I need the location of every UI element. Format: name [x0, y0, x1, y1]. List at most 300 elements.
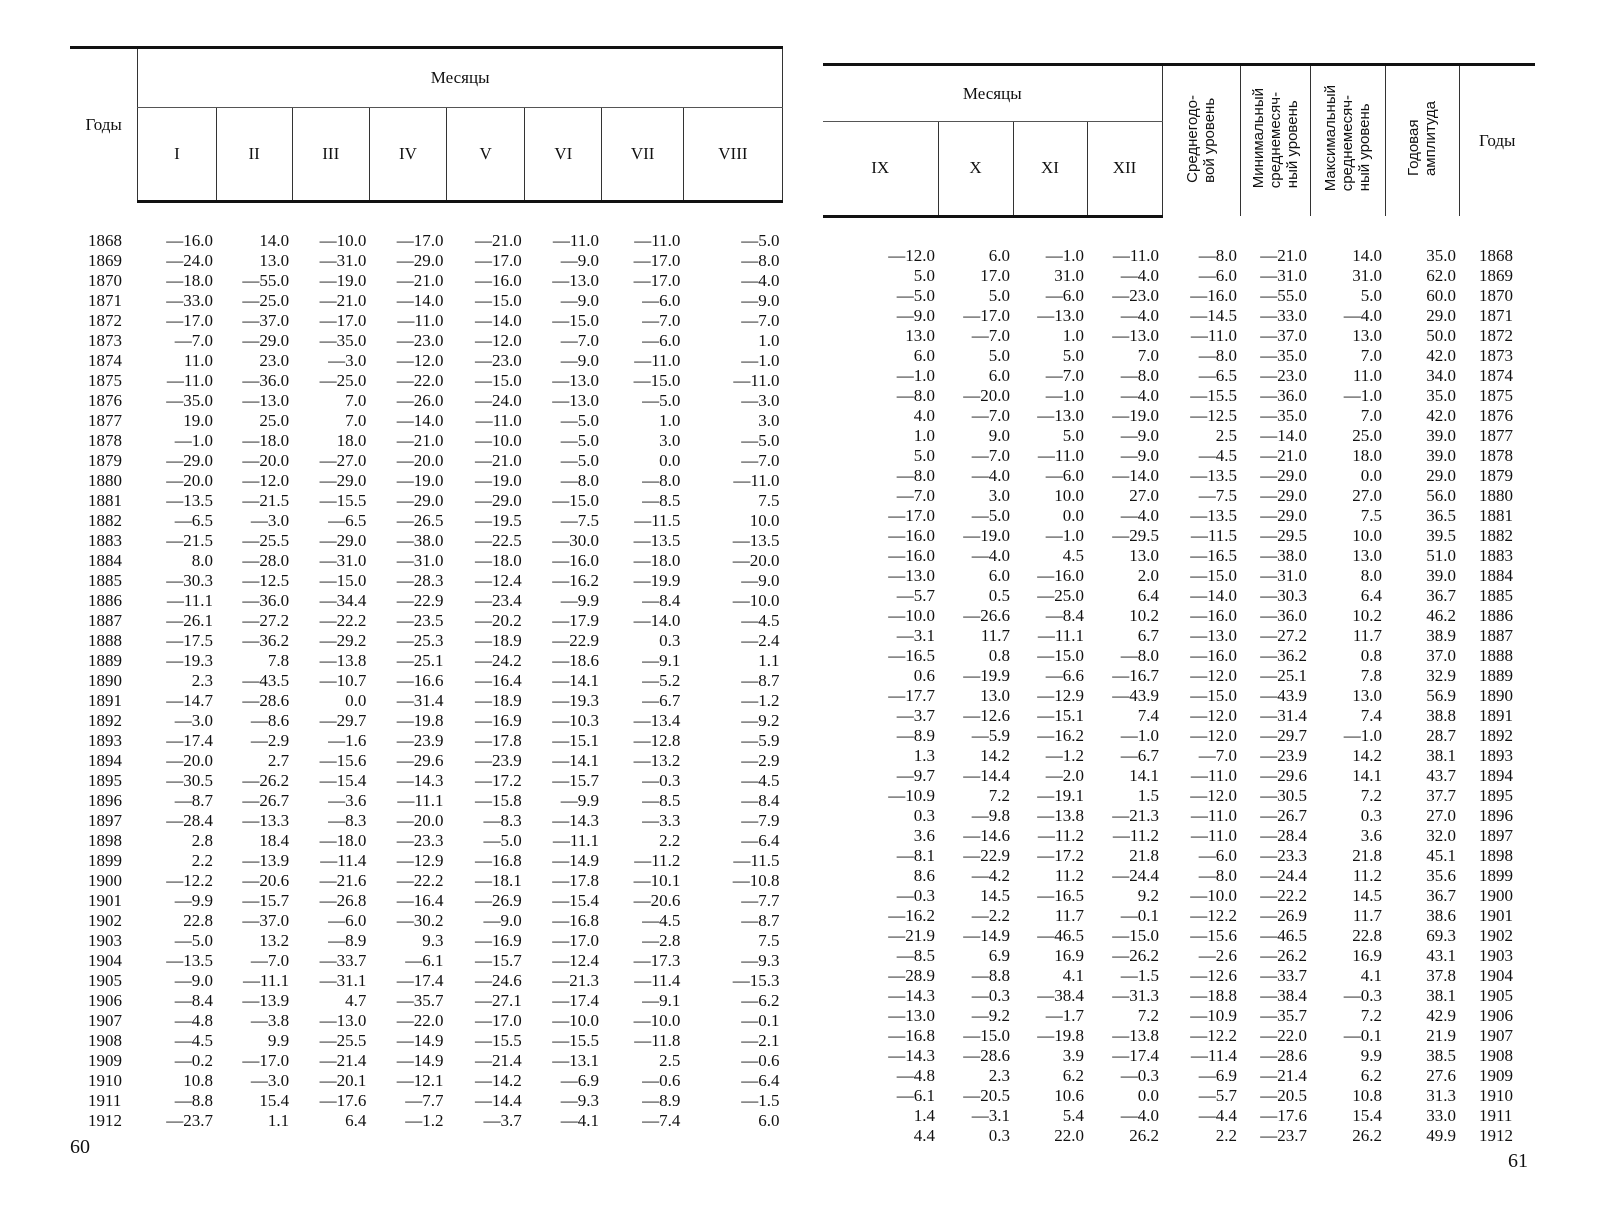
value-cell: —14.4: [963, 765, 1010, 785]
value-cell: 25.0: [259, 411, 290, 430]
value-cell: —1.2: [1045, 745, 1084, 765]
value-cell: —13.0: [1037, 305, 1084, 325]
value-cell: —11.4: [1190, 1045, 1237, 1065]
value-cell: 5.4: [1062, 1105, 1084, 1125]
value-cell: 26.2: [1352, 1125, 1382, 1145]
year-cell: 1880: [88, 471, 122, 490]
value-cell: 7.2: [988, 785, 1010, 805]
value-cell: —5.2: [642, 671, 681, 690]
value-cell: —3.8: [250, 1011, 290, 1030]
value-cell: —17.4: [396, 971, 444, 990]
value-cell: —9.1: [642, 991, 681, 1010]
value-cell: —16.0: [1190, 605, 1237, 625]
value-cell: 0.0: [1137, 1085, 1159, 1105]
table-row: [70, 431, 783, 451]
value-cell: —20.0: [732, 551, 780, 570]
value-cell: —14.2: [475, 1071, 522, 1090]
value-cell: —9.9: [560, 791, 599, 810]
value-cell: —12.0: [242, 471, 290, 490]
month-header: XII: [1087, 122, 1162, 216]
spacer-cell: [70, 202, 783, 232]
value-cell: —16.5: [1190, 545, 1237, 565]
value-cell: —43.9: [1112, 685, 1159, 705]
year-cell: 1909: [88, 1051, 122, 1070]
value-cell: —17.4: [552, 991, 599, 1010]
value-cell: —7.4: [642, 1111, 681, 1130]
value-cell: —8.5: [896, 945, 935, 965]
year-cell: 1869: [88, 251, 122, 270]
value-cell: —43.9: [1260, 685, 1307, 705]
table-row: [823, 1066, 1535, 1086]
value-cell: 11.2: [1352, 865, 1382, 885]
value-cell: 60.0: [1426, 285, 1456, 305]
value-cell: 2.0: [1137, 565, 1159, 585]
year-cell: 1898: [1479, 845, 1513, 865]
value-cell: —0.6: [642, 1071, 681, 1090]
value-cell: —11.5: [733, 851, 780, 870]
value-cell: —15.6: [1190, 925, 1237, 945]
year-cell: 1896: [88, 791, 122, 810]
month-header: VIII: [683, 108, 782, 202]
value-cell: —12.6: [963, 705, 1010, 725]
value-cell: —5.0: [741, 231, 780, 250]
months-group-header: Месяцы: [823, 65, 1162, 122]
value-cell: —10.0: [888, 605, 935, 625]
value-cell: 2.2: [659, 831, 681, 850]
value-cell: —31.4: [1260, 705, 1307, 725]
month-header: XI: [1013, 122, 1087, 216]
value-cell: —0.1: [741, 1011, 780, 1030]
value-cell: —3.0: [174, 711, 214, 730]
value-cell: 13.0: [1129, 545, 1159, 565]
value-cell: —17.6: [1260, 1105, 1307, 1125]
value-cell: —8.6: [250, 711, 290, 730]
value-cell: —13.2: [633, 751, 681, 770]
table-row: [70, 1071, 783, 1091]
value-cell: —12.0: [396, 351, 444, 370]
value-cell: —21.0: [1260, 245, 1307, 265]
value-cell: 7.8: [267, 651, 290, 670]
value-cell: —16.0: [166, 231, 214, 250]
value-cell: —35.0: [319, 331, 367, 350]
value-cell: 10.2: [1129, 605, 1159, 625]
value-cell: —14.6: [963, 825, 1010, 845]
value-cell: —15.0: [475, 291, 522, 310]
value-cell: 7.2: [1360, 785, 1382, 805]
value-cell: 2.5: [659, 1051, 681, 1070]
table-row: [70, 931, 783, 951]
table-row: [823, 926, 1535, 946]
value-cell: 1.0: [1062, 325, 1084, 345]
value-cell: 6.0: [988, 365, 1010, 385]
table-row: [70, 351, 783, 371]
year-cell: 1877: [1479, 425, 1513, 445]
value-cell: 11.7: [1054, 905, 1084, 925]
value-cell: 7.0: [345, 411, 367, 430]
value-cell: 5.0: [913, 445, 935, 465]
value-cell: —23.5: [396, 611, 444, 630]
value-cell: 18.4: [259, 831, 290, 850]
value-cell: —29.0: [1260, 465, 1307, 485]
year-cell: 1885: [88, 571, 122, 590]
value-cell: —6.0: [328, 911, 367, 930]
value-cell: 4.0: [913, 405, 935, 425]
value-cell: —16.2: [888, 905, 935, 925]
value-cell: 7.5: [758, 931, 780, 950]
value-cell: —46.5: [1260, 925, 1307, 945]
value-cell: 5.0: [1062, 425, 1084, 445]
value-cell: —10.8: [732, 871, 780, 890]
table-row: [70, 791, 783, 811]
value-cell: —8.1: [896, 845, 935, 865]
value-cell: —8.7: [174, 791, 214, 810]
value-cell: —14.1: [552, 751, 599, 770]
value-cell: 2.3: [988, 1065, 1010, 1085]
value-cell: 1.0: [659, 411, 681, 430]
year-cell: 1879: [1479, 465, 1513, 485]
value-cell: —31.3: [1112, 985, 1159, 1005]
value-cell: —26.2: [242, 771, 290, 790]
value-cell: —8.9: [642, 1091, 681, 1110]
value-cell: —7.0: [560, 331, 599, 350]
value-cell: —11.5: [634, 511, 681, 530]
value-cell: —23.9: [475, 751, 522, 770]
table-row: [823, 306, 1535, 326]
value-cell: 10.8: [183, 1071, 214, 1090]
value-cell: 5.0: [1062, 345, 1084, 365]
value-cell: —33.0: [1260, 305, 1307, 325]
value-cell: 4.7: [345, 991, 367, 1010]
value-cell: 16.9: [1054, 945, 1084, 965]
value-cell: —21.4: [319, 1051, 367, 1070]
value-cell: 21.8: [1129, 845, 1159, 865]
table-row: [70, 1111, 783, 1131]
value-cell: 6.2: [1062, 1065, 1084, 1085]
value-cell: 13.2: [259, 931, 290, 950]
month-header: I: [138, 108, 216, 202]
value-cell: 8.6: [913, 865, 935, 885]
value-cell: 0.3: [1360, 805, 1382, 825]
value-cell: —9.9: [560, 591, 599, 610]
value-cell: —8.8: [971, 965, 1010, 985]
value-cell: 9.9: [1360, 1045, 1382, 1065]
value-cell: —28.9: [888, 965, 935, 985]
value-cell: —15.8: [475, 791, 522, 810]
value-cell: —16.5: [888, 645, 935, 665]
value-cell: —16.8: [888, 1025, 935, 1045]
value-cell: —8.3: [328, 811, 367, 830]
year-cell: 1911: [1479, 1105, 1513, 1125]
value-cell: —26.2: [1260, 945, 1307, 965]
month-header: V: [447, 108, 525, 202]
value-cell: —27.2: [1260, 625, 1307, 645]
value-cell: —9.2: [741, 711, 780, 730]
value-cell: —19.0: [963, 525, 1010, 545]
value-cell: —16.5: [1037, 885, 1084, 905]
value-cell: —6.5: [328, 511, 367, 530]
value-cell: —35.0: [1260, 345, 1307, 365]
value-cell: —10.0: [552, 1011, 599, 1030]
value-cell: —8.0: [1198, 865, 1237, 885]
value-cell: 10.0: [1352, 525, 1382, 545]
value-cell: —11.0: [1190, 805, 1237, 825]
value-cell: —19.0: [319, 271, 367, 290]
value-cell: 36.7: [1426, 885, 1456, 905]
value-cell: —1.0: [1045, 385, 1084, 405]
value-cell: —9.0: [741, 571, 780, 590]
year-cell: 1882: [1479, 525, 1513, 545]
value-cell: 0.3: [988, 1125, 1010, 1145]
table-row: [823, 1086, 1535, 1106]
value-cell: —8.7: [741, 671, 780, 690]
year-cell: 1871: [1479, 305, 1513, 325]
value-cell: —24.0: [475, 391, 522, 410]
year-cell: 1872: [1479, 325, 1513, 345]
value-cell: —6.0: [642, 291, 681, 310]
table-row: [823, 326, 1535, 346]
value-cell: —23.0: [396, 331, 444, 350]
value-cell: 51.0: [1426, 545, 1456, 565]
value-cell: 3.6: [1360, 825, 1382, 845]
year-cell: 1908: [88, 1031, 122, 1050]
value-cell: —25.3: [396, 631, 444, 650]
value-cell: 38.5: [1426, 1045, 1456, 1065]
table-row: [823, 946, 1535, 966]
years-header: Годы: [70, 48, 138, 202]
value-cell: —8.0: [1120, 365, 1159, 385]
value-cell: —25.0: [242, 291, 290, 310]
value-cell: —17.0: [319, 311, 367, 330]
value-cell: —11.0: [733, 371, 780, 390]
value-cell: —16.6: [396, 671, 444, 690]
value-cell: —16.8: [552, 911, 599, 930]
year-cell: 1906: [88, 991, 122, 1010]
value-cell: —5.0: [560, 451, 599, 470]
value-cell: —11.1: [166, 591, 214, 610]
value-cell: —23.9: [396, 731, 444, 750]
value-cell: —21.0: [475, 451, 522, 470]
value-cell: 5.0: [988, 285, 1010, 305]
value-cell: —7.0: [971, 445, 1010, 465]
value-cell: —5.0: [741, 431, 780, 450]
value-cell: 11.0: [1352, 365, 1382, 385]
table-row: [823, 466, 1535, 486]
value-cell: 22.0: [1054, 1125, 1084, 1145]
value-cell: 14.0: [1352, 245, 1382, 265]
value-cell: —33.7: [319, 951, 367, 970]
value-cell: —22.9: [396, 591, 444, 610]
value-cell: —29.6: [396, 751, 444, 770]
value-cell: —22.2: [1260, 885, 1307, 905]
value-cell: 3.0: [988, 485, 1010, 505]
value-cell: —37.0: [1260, 325, 1307, 345]
table-row: [823, 386, 1535, 406]
min-monthly-header: Минимальный среднемесяч- ный уровень: [1240, 65, 1310, 217]
value-cell: —4.8: [896, 1065, 935, 1085]
year-cell: 1880: [1479, 485, 1513, 505]
value-cell: —11.2: [634, 851, 681, 870]
table-row: [823, 526, 1535, 546]
table-row: [70, 651, 783, 671]
value-cell: —20.2: [475, 611, 522, 630]
value-cell: —7.0: [250, 951, 290, 970]
value-cell: —17.8: [552, 871, 599, 890]
value-cell: —11.0: [1190, 325, 1237, 345]
table-row: [823, 246, 1535, 266]
table-row: [70, 971, 783, 991]
value-cell: —18.1: [475, 871, 522, 890]
year-cell: 1912: [88, 1111, 122, 1130]
value-cell: —19.0: [396, 471, 444, 490]
table-row: [823, 426, 1535, 446]
value-cell: —5.0: [560, 411, 599, 430]
value-cell: —12.2: [166, 871, 214, 890]
value-cell: 27.6: [1426, 1065, 1456, 1085]
value-cell: —0.3: [971, 985, 1010, 1005]
year-cell: 1887: [88, 611, 122, 630]
value-cell: —1.0: [1045, 525, 1084, 545]
value-cell: 1.4: [913, 1105, 935, 1125]
value-cell: —19.1: [1037, 785, 1084, 805]
month-header: X: [938, 122, 1013, 216]
value-cell: —25.5: [319, 1031, 367, 1050]
year-cell: 1875: [1479, 385, 1513, 405]
year-cell: 1910: [1479, 1085, 1513, 1105]
value-cell: —7.0: [971, 325, 1010, 345]
year-cell: 1912: [1479, 1125, 1513, 1145]
value-cell: —12.9: [1037, 685, 1084, 705]
year-cell: 1885: [1479, 585, 1513, 605]
value-cell: —19.8: [396, 711, 444, 730]
value-cell: 1.5: [1137, 785, 1159, 805]
value-cell: —11.0: [552, 231, 599, 250]
table-row: [70, 951, 783, 971]
value-cell: —4.0: [1120, 305, 1159, 325]
value-cell: —25.5: [242, 531, 290, 550]
table-row: [70, 551, 783, 571]
value-cell: 9.9: [267, 1031, 290, 1050]
value-cell: 14.2: [1352, 745, 1382, 765]
value-cell: —14.0: [396, 411, 444, 430]
value-cell: —13.5: [166, 491, 214, 510]
month-header: VI: [525, 108, 602, 202]
value-cell: —1.5: [1120, 965, 1159, 985]
table-spacer-row: [823, 216, 1535, 246]
table-row: [823, 546, 1535, 566]
value-cell: 0.0: [659, 451, 681, 470]
value-cell: —9.0: [1120, 445, 1159, 465]
value-cell: —3.0: [741, 391, 780, 410]
value-cell: —12.0: [475, 331, 522, 350]
value-cell: 13.0: [980, 685, 1010, 705]
table-row: [70, 471, 783, 491]
value-cell: —7.9: [741, 811, 780, 830]
value-cell: 5.0: [988, 345, 1010, 365]
value-cell: 38.8: [1426, 705, 1456, 725]
value-cell: —5.0: [642, 391, 681, 410]
value-cell: —6.0: [1198, 265, 1237, 285]
year-cell: 1887: [1479, 625, 1513, 645]
value-cell: —8.4: [642, 591, 681, 610]
value-cell: —11.1: [552, 831, 599, 850]
value-cell: —0.3: [896, 885, 935, 905]
value-cell: —4.0: [741, 271, 780, 290]
value-cell: —15.0: [1190, 685, 1237, 705]
value-cell: —17.0: [242, 1051, 290, 1070]
value-cell: —4.0: [1343, 305, 1382, 325]
page-number: 61: [1508, 1150, 1528, 1172]
value-cell: —5.7: [1198, 1085, 1237, 1105]
value-cell: —4.5: [1198, 445, 1237, 465]
value-cell: —4.8: [174, 1011, 214, 1030]
value-cell: 18.0: [336, 431, 367, 450]
value-cell: —21.5: [166, 531, 214, 550]
value-cell: —15.5: [1190, 385, 1237, 405]
value-cell: 2.7: [267, 751, 290, 770]
table-row: [823, 846, 1535, 866]
value-cell: —14.4: [475, 1091, 522, 1110]
table-row: [70, 531, 783, 551]
value-cell: 7.2: [1360, 1005, 1382, 1025]
value-cell: —1.0: [1343, 725, 1382, 745]
value-cell: 0.0: [1062, 505, 1084, 525]
value-cell: —6.0: [642, 331, 681, 350]
value-cell: 32.0: [1426, 825, 1456, 845]
year-cell: 1882: [88, 511, 122, 530]
value-cell: —6.5: [1198, 365, 1237, 385]
year-cell: 1884: [88, 551, 122, 570]
year-cell: 1890: [1479, 685, 1513, 705]
value-cell: 39.5: [1426, 525, 1456, 545]
value-cell: —30.5: [166, 771, 214, 790]
value-cell: —37.0: [242, 911, 290, 930]
value-cell: —18.0: [242, 431, 290, 450]
value-cell: —9.0: [483, 911, 522, 930]
value-cell: 7.5: [758, 491, 780, 510]
value-cell: 10.8: [1352, 1085, 1382, 1105]
value-cell: —8.0: [1120, 645, 1159, 665]
value-cell: 11.2: [1054, 865, 1084, 885]
table-row: [70, 451, 783, 471]
table-row: [823, 586, 1535, 606]
value-cell: 34.0: [1426, 365, 1456, 385]
value-cell: —17.6: [319, 1091, 367, 1110]
value-cell: —19.3: [552, 691, 599, 710]
table-row: [823, 706, 1535, 726]
value-cell: 7.0: [1360, 345, 1382, 365]
value-cell: —15.7: [475, 951, 522, 970]
value-cell: —16.0: [888, 525, 935, 545]
value-cell: 4.1: [1062, 965, 1084, 985]
value-cell: —17.0: [396, 231, 444, 250]
year-cell: 1888: [1479, 645, 1513, 665]
value-cell: —8.8: [174, 1091, 214, 1110]
value-cell: —11.5: [1190, 525, 1237, 545]
table-row: [70, 311, 783, 331]
value-cell: —5.7: [896, 585, 935, 605]
value-cell: 37.8: [1426, 965, 1456, 985]
value-cell: 31.0: [1054, 265, 1084, 285]
value-cell: —12.4: [475, 571, 522, 590]
value-cell: —24.2: [475, 651, 522, 670]
value-cell: —4.5: [741, 771, 780, 790]
value-cell: 17.0: [980, 265, 1010, 285]
left-table-body: [70, 202, 783, 1132]
value-cell: 6.9: [988, 945, 1010, 965]
value-cell: —12.0: [888, 245, 935, 265]
value-cell: —7.0: [896, 485, 935, 505]
year-cell: 1894: [88, 751, 122, 770]
